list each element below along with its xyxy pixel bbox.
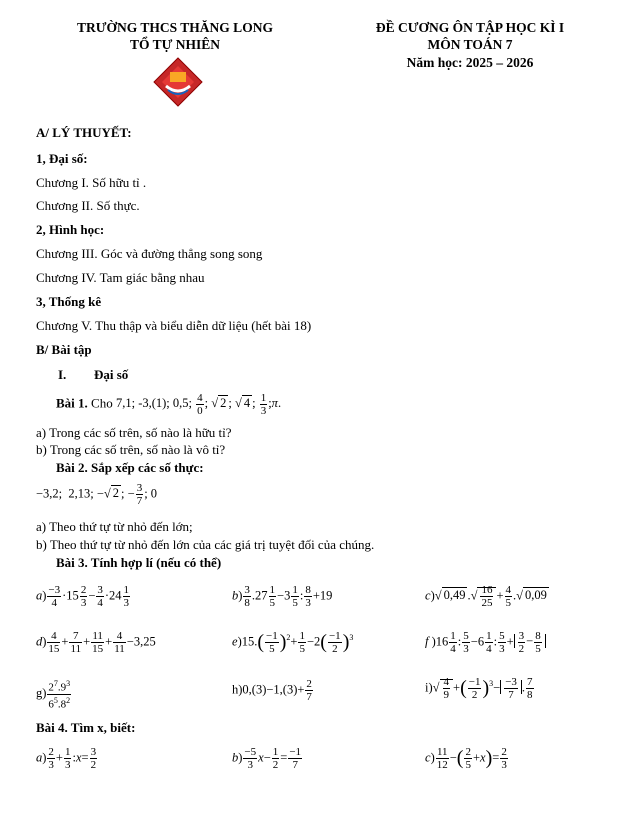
bai3-item-c: c)√ 0,49 .√ $\frac{16}{25}$ + $\frac{4}{5}$ .√ 0,09 (425, 584, 547, 609)
theory-heading: A/ LÝ THUYẾT: (36, 125, 132, 140)
bai2-question-a: a) Theo thứ tự từ nhỏ đến lớn; (36, 519, 193, 534)
bai3-item-i: i)√ $\frac{4}{9}$ +( $\frac{-1}{2}$ )$^3$− $\frac{-3}{7}$ . $\frac{7}{8}$ (425, 676, 533, 701)
bai1-intro: Cho (91, 395, 113, 411)
chapter-4: Chương IV. Tam giác bằng nhau (36, 270, 205, 285)
geometry-heading: 2, Hình học: (36, 222, 105, 237)
bai2-label: Bài 2. Sắp xếp các số thực: (56, 460, 204, 475)
bai4-label: Bài 4. Tìm x, biết: (36, 720, 136, 735)
document-title: ĐỀ CƯƠNG ÔN TẬP HỌC KÌ I (375, 20, 565, 35)
bai2-numbers: −3,2; 2,13; −√ 2 ; − $\frac{3}{7}$ ; 0 (36, 482, 158, 507)
school-name: TRƯỜNG THCS THĂNG LONG (77, 20, 273, 35)
bai1-label: Bài 1. (56, 395, 88, 411)
chapter-2: Chương II. Số thực. (36, 198, 140, 213)
bai1-numbers: 7,1; -3,(1); 0,5; $\frac{4}{0}$ ; √ 2 ; √ 4 ; $\frac{1}{3}$ ;π. (115, 392, 282, 417)
bai3-item-h: h)0,(3)−1,(3)+ $\frac{2}{7}$ (232, 678, 312, 703)
bai3-item-d: d) $\frac{4}{15}$ + $\frac{7}{11}$ + $\frac{11}{15}$ + $\frac{4}{11}$ −3,25 (36, 630, 156, 655)
bai3-item-a: a) $\frac{-3}{4}$ ·15 $\frac{2}{3}$ − $\frac{3}{4}$ ·24 $\frac{1}{3}$ (36, 584, 130, 609)
bai4-item-c: c) $\frac{11}{12}$ −( $\frac{2}{5}$ +x)= $\frac{2}{3}$ (425, 746, 507, 771)
bai3-label: Bài 3. Tính hợp lí (nếu có thể) (56, 555, 222, 570)
bai3-item-b: b) $\frac{3}{8}$ .27 $\frac{1}{5}$ −3 $\frac{1}{5}$ : $\frac{8}{3}$ +19 (232, 584, 333, 609)
bai3-item-g: g) $\frac{2^7.9^3}{6^5.8^2}$ (36, 679, 71, 711)
bai1-question-b: b) Trong các số trên, số nào là vô tỉ? (36, 442, 226, 457)
section-number: I. (58, 367, 67, 382)
bai3-item-f: f )16 $\frac{1}{4}$ : $\frac{5}{3}$ −6 $\frac{1}{4}$ : $\frac{5}{3}$ + $\frac{3}{2}$ − $\frac{8}{5}$ (425, 630, 546, 655)
bai2-question-b: b) Theo thứ tự từ nhỏ đến lớn của các giá trị tuyệt đối của chúng. (36, 537, 375, 552)
algebra-heading: 1, Đại số: (36, 151, 88, 166)
chapter-1: Chương I. Số hữu tỉ . (36, 175, 147, 190)
school-logo (152, 56, 204, 112)
bai4-item-a: a) $\frac{2}{3}$ + $\frac{1}{3}$ :x= $\frac{3}{2}$ (36, 746, 97, 771)
stats-heading: 3, Thống kê (36, 294, 102, 309)
chapter-5: Chương V. Thu thập và biểu diễn dữ liệu (hết bài 18) (36, 318, 312, 333)
school-year: Năm học: 2025 – 2026 (406, 55, 534, 70)
exercises-heading: B/ Bài tập (36, 342, 92, 357)
bai1-line (56, 392, 281, 417)
department-name: TỔ TỰ NHIÊN (129, 37, 221, 52)
bai4-item-b: b) $\frac{-5}{3}$ x− $\frac{1}{2}$ = $\frac{-1}{7}$ (232, 746, 302, 771)
bai3-item-e: e)15.( $\frac{-1}{5}$ )$^2$+ $\frac{1}{5}$ −2( $\frac{-1}{2}$ )$^3$ (232, 630, 354, 655)
bai1-question-a: a) Trong các số trên, số nào là hữu tỉ? (36, 425, 232, 440)
section-name: Đại số (94, 367, 129, 382)
chapter-3: Chương III. Góc và đường thẳng song song (36, 246, 263, 261)
subject-title: MÔN TOÁN 7 (427, 37, 513, 52)
